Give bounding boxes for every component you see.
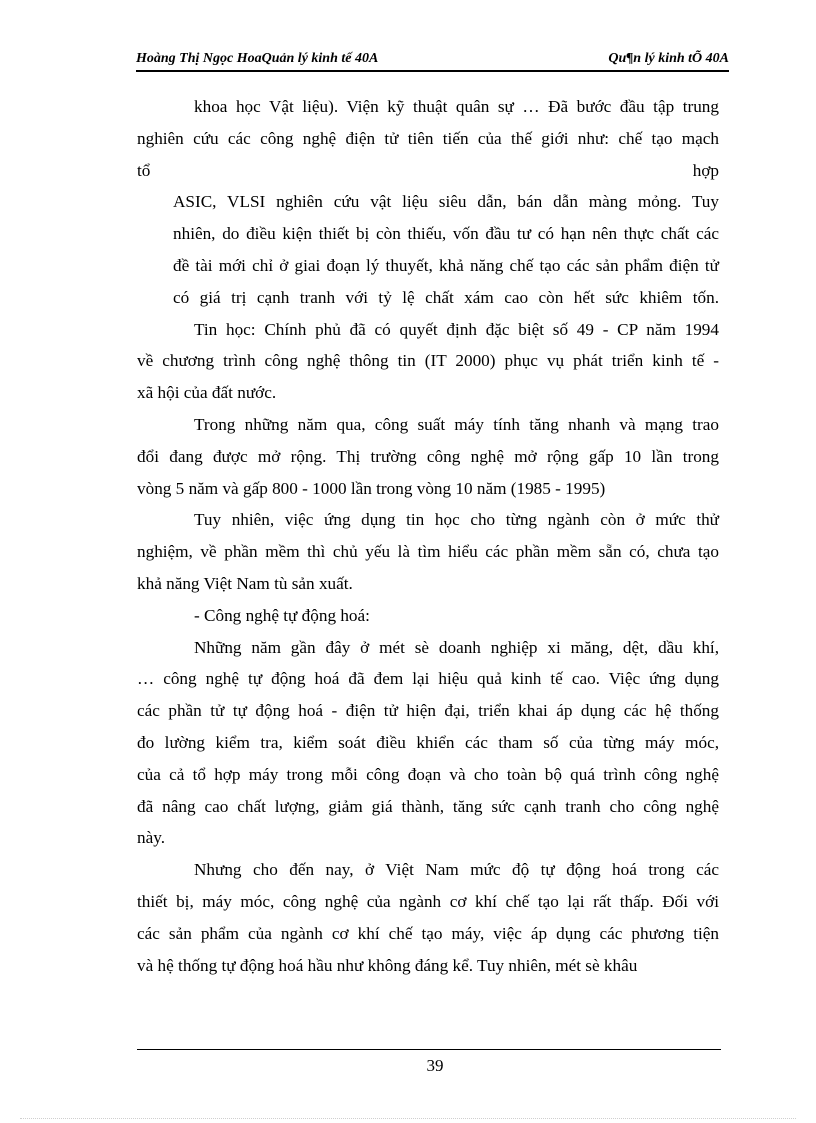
text-line: vòng 5 năm và gấp 800 - 1000 lần trong vòng 10 năm (1985 - 1995) <box>137 478 606 498</box>
text-line: Những năm gần đây ở mét sè doanh nghiệp xi măng, dệt, dầu khí, <box>194 637 719 657</box>
text-line: đổi đang được mở rộng. Thị trường công nghệ mở rộng gấp 10 lần trong <box>137 446 719 466</box>
text-line: này. <box>137 828 165 848</box>
text-line: về chương trình công nghệ thông tin (IT 2000) phục vụ phát triển kinh tế - <box>137 351 719 371</box>
text-line: Tuy nhiên, việc ứng dụng tin học cho từng ngành còn ở mức thử <box>194 510 719 530</box>
text-line: đo lường kiểm tra, kiểm soát điều khiển các tham số của từng máy móc, <box>137 732 719 752</box>
text-line: của cả tổ hợp máy trong mỗi công đoạn và cho toàn bộ quá trình công nghệ <box>137 764 719 784</box>
text-line: các phần tử tự động hoá - điện tử hiện đại, triển khai áp dụng các hệ thống <box>137 701 719 721</box>
text-line: xã hội của đất nước. <box>137 383 277 403</box>
page-edge-divider <box>20 1118 796 1119</box>
text-line: Tin học: Chính phủ đã có quyết định đặc biệt số 49 - CP năm 1994 <box>194 319 719 339</box>
split-line <box>137 155 719 187</box>
text-line: đề tài mới chỉ ở giai đoạn lý thuyết, khả năng chế tạo các sản phẩm điện tử <box>173 255 719 275</box>
text-line: khoa học Vật liệu). Viện kỹ thuật quân sự … Đã bước đầu tập trung <box>194 97 719 116</box>
footer-divider <box>137 1049 721 1050</box>
header-left-text: Hoàng Thị Ngọc HoaQuản lý kinh tế 40A <box>136 51 379 66</box>
text-line: khả năng Việt Nam tù sản xuất. <box>137 573 353 593</box>
text-line: nhiên, do điều kiện thiết bị còn thiếu, vốn đầu tư có hạn nên thực chất các <box>173 224 719 244</box>
text-line: … công nghệ tự động hoá đã đem lại hiệu quả kinh tế cao. Việc ứng dụng <box>137 669 719 689</box>
page-header <box>136 50 729 72</box>
document-body <box>137 91 719 981</box>
text-line: và hệ thống tự động hoá hầu như không đáng kể. Tuy nhiên, mét sè khâu <box>137 955 638 975</box>
page-number: 39 <box>426 1056 444 1075</box>
text-line: - Công nghệ tự động hoá: <box>194 605 370 625</box>
text-line: nghiệm, về phần mềm thì chủ yếu là tìm hiểu các phần mềm sẵn có, chưa tạo <box>137 542 719 562</box>
text-line: tổ <box>137 160 151 180</box>
text-line: ASIC, VLSI nghiên cứu vật liệu siêu dẫn, bán dẫn màng mỏng. Tuy <box>173 192 719 212</box>
text-line: hợp <box>692 160 719 180</box>
header-right-text: Qu¶n lý kinh tÕ 40A <box>608 51 729 66</box>
text-line: thiết bị, máy móc, công nghệ của ngành cơ khí chế tạo lại rất thấp. Đối với <box>137 891 719 911</box>
text-line: có giá trị cạnh tranh với tỷ lệ chất xám cao còn hết sức khiêm tốn. <box>173 287 719 307</box>
text-line: các sản phẩm của ngành cơ khí chế tạo máy, việc áp dụng các phương tiện <box>137 923 719 943</box>
text-line: nghiên cứu các công nghệ điện tử tiên tiến của thế giới như: chế tạo mạch <box>137 128 719 148</box>
text-line: đã nâng cao chất lượng, giảm giá thành, tăng sức cạnh tranh cho công nghệ <box>137 796 719 816</box>
text-line: Nhưng cho đến nay, ở Việt Nam mức độ tự động hoá trong các <box>194 860 719 880</box>
text-line: Trong những năm qua, công suất máy tính tăng nhanh và mạng trao <box>194 414 719 434</box>
